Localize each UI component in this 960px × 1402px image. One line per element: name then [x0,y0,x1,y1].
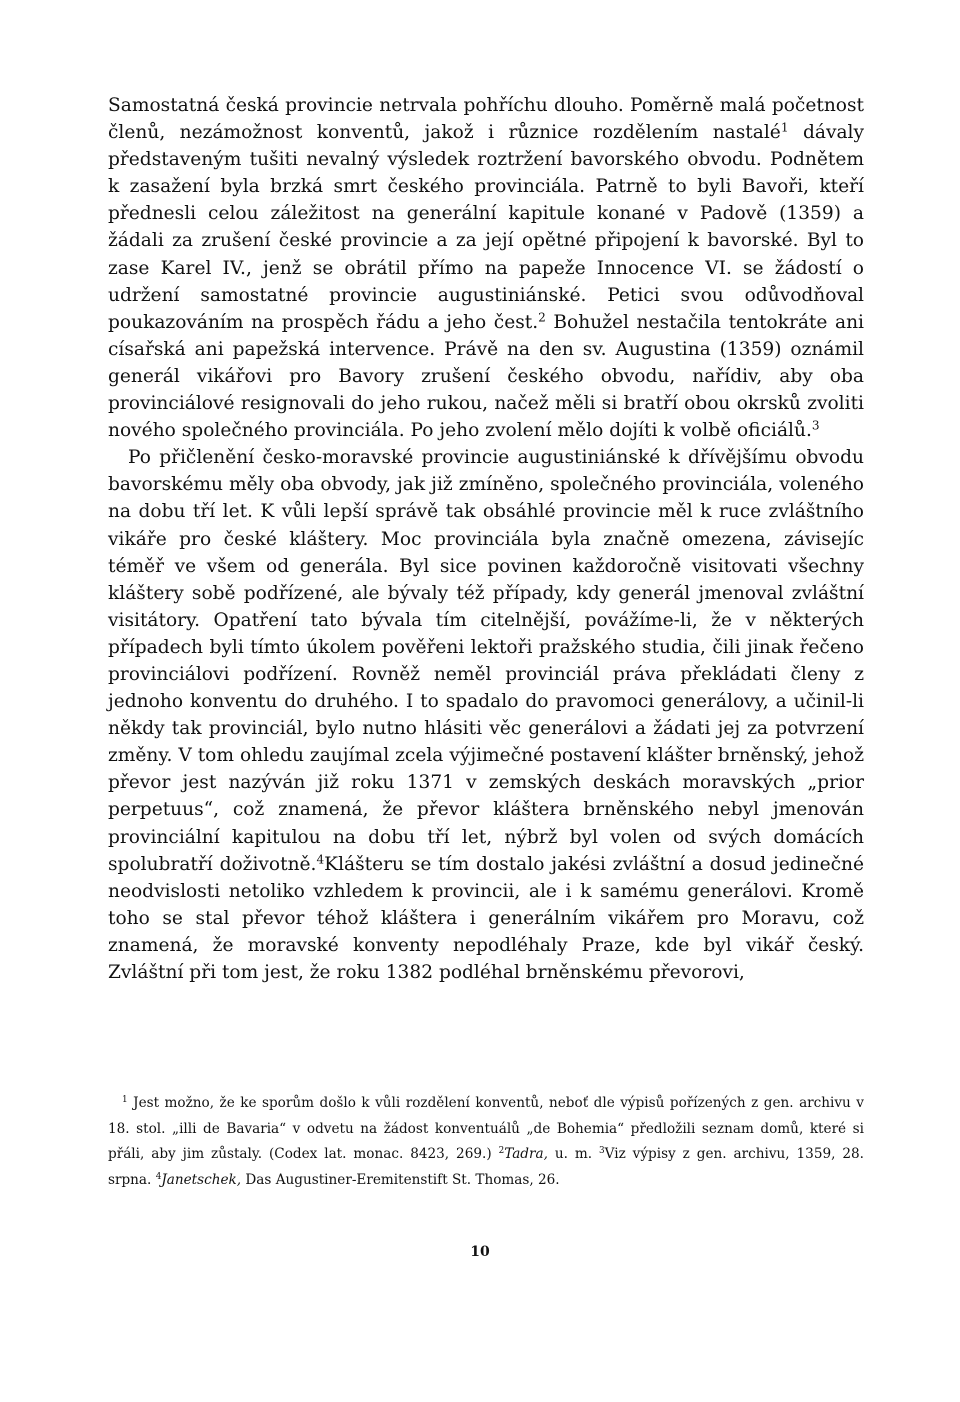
paragraph [108,92,864,444]
footnote-reference: 4 [316,851,325,866]
footnote-mark: 2 [498,1146,505,1157]
paragraph-text: Bohužel nestačila tentokráte ani císařská ani papežská intervence. Právě na den sv. Augustina (1359) oznámil generál vikářovi pro Bavory zrušení českého obvodu, nařídiv, aby oba provinciálové resignovali do jeho rukou, načež měli si bratří obou okrsků zvoliti nového společného provinciála. Po jeho zvolení mělo dojíti k volbě oficiálů. [108,311,864,442]
paragraph-text: Samostatná česká provincie netrvala pohříchu dlouho. Poměrně malá početnost členů, nezámožnost konventů, jakož i různice rozdělením nastalé [108,95,864,144]
footnote-text: Das Augustiner-Eremitenstift St. Thomas, 26. [241,1171,560,1188]
paragraph-text: dávaly představeným tušiti nevalný výsledek roztržení bavorského obvodu. Podnětem k zasažení byla brzká smrt českého provinciála. Patrně to byli Bavoři, kteří přednesli celou záležitost na generální kapitule konané v Padově (1359) a žádali za zrušení české provincie a za její opětné připojení k bavorské. Byl to zase Karel IV., jenž se obrátil přímo na papeže Innocence VI. se žádostí o udržení samostatné provincie augustiniánské. Petici svou odůvodňoval poukazováním na prospěch řádu a jeho čest. [108,122,864,333]
paragraph [108,444,864,986]
footnote-text: Viz výpisy z gen. archivu, 1359, 28. srpna. [108,1146,865,1188]
footnote-block [108,1091,864,1193]
paragraph-text: Klášteru se tím dostalo jakési zvláštní a dosud jedinečné neodvislosti netoliko vzhledem k provincii, ale i k samému generálovi. Kromě toho se stal převor téhož kláštera i generálním vikářem pro Moravu, což znamená, že moravské konventy nepodléhaly Praze, kde byl vikář český. Zvláštní při tom jest, že roku 1382 podléhal brněnskému převorovi, [108,853,864,983]
footnote-reference: 3 [811,418,820,433]
footnote-mark: 4 [155,1171,162,1182]
footnote-author: Tadra, [504,1146,548,1162]
paragraph-text: Po přičlenění česko-moravské provincie augustiniánské k dřívějšímu obvodu bavorskému měly oba obvody, jak již zmíněno, společného provinciála, voleného na dobu tří let. K vůli lepší správě tak obsáhlé provincie měl k ruce zvláštního vikáře pro české kláštery. Moc provinciála byla značně omezena, závisejíc téměř ve všem od generála. Byl sice povinen každoročně visitovati všechny kláštery sobě podřízené, ale bývaly též případy, kdy generál jmenoval zvláštní visitátory. Opatření tato bývala tím citelnější, povážíme-li, že v některých případech byli tímto úkolem pověřeni lektoři pražského studia, čili jinak řečeno provinciálovi podřízení. Rovněž neměl provinciál práva překládati členy z jednoho konventu do druhého. I to spadalo do pravomoci generálovy, a učinil-li někdy tak provinciál, bylo nutno hlásiti věc generálovi a žádati jej za potvrzení změny. V tom ohledu zaujímal zcela výjimečné postavení klášter brněnský, jehož převor jest nazýván již roku 1371 v zemských deskách moravských „prior perpetuus“, což znamená, že převor kláštera brněnského nebyl jmenován provinciální kapitulou na dobu tří let, nýbrž byl volen od svých domácích spolubratří doživotně. [108,447,864,875]
footnotes [108,1091,864,1193]
footnote-author: Janetschek, [161,1171,242,1188]
footnote-text: Jest možno, že ke sporům došlo k vůli rozdělení konventů, neboť dle výpisů pořízených z gen. archivu v 18. stol. „illi de Bavaria“ v odvetu na žádost konventuálů „de Bohemia“ předložili seznam domů, které si přáli, aby jim zůstaly. (Codex lat. monac. 8423, 269.) [108,1095,864,1162]
footnote-mark: 3 [599,1146,605,1157]
footnote-mark: 1 [122,1095,128,1106]
footnote-text: u. m. [547,1146,600,1162]
page-number: 10 [470,1244,490,1260]
main-text [108,92,864,986]
footnote-reference: 1 [780,120,789,135]
footnote-reference: 2 [538,310,546,325]
